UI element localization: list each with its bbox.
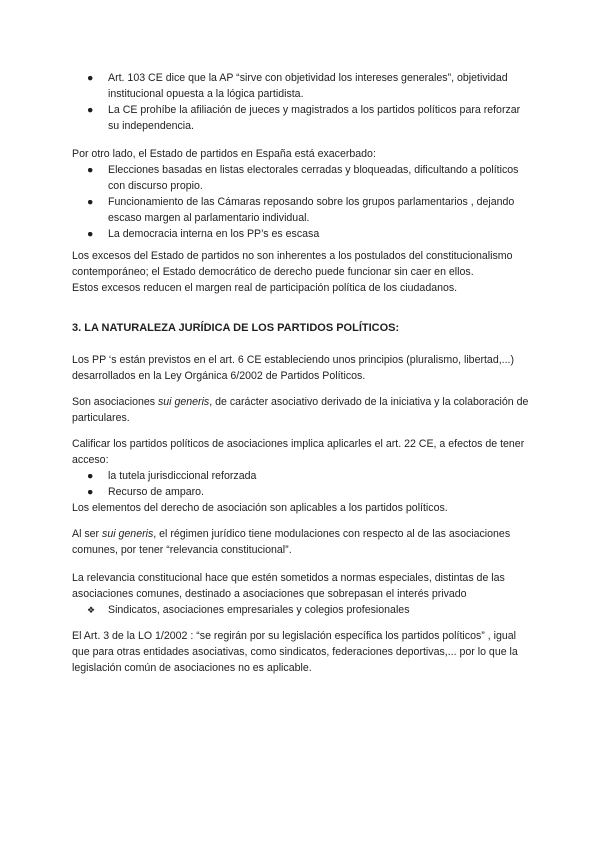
- bullet-dot-icon: ●: [87, 470, 94, 482]
- list-item: ● Recurso de amparo.: [87, 486, 204, 498]
- list-item: ● Art. 103 CE dice que la AP “sirve con objetividad los intereses generales”, objetividad institucional opuesta a la lógica partidista.: [87, 72, 508, 100]
- bullet-list-exacerbado: [72, 162, 532, 242]
- list-item: ● La CE prohíbe la afiliación de jueces y magistrados a los partidos políticos para reforzar su independencia.: [87, 104, 521, 132]
- paragraph-exacerbado: Por otro lado, el Estado de partidos en España está exacerbado: ● Elecciones basadas en listas electorales cerradas y bloqueadas, dificultando a políticos con discurso propio. ● Funcionamiento de las Cámaras reposando sobre los grupos parlamentarios , dejando escaso margen al parlamentario individual. ● La democracia interna en los PP’s es escasa: [72, 146, 532, 242]
- list-item: ● Funcionamiento de las Cámaras reposando sobre los grupos parlamentarios , dejando escaso margen al parlamentario individual.: [87, 196, 515, 224]
- list-item: ❖ Sindicatos, asociaciones empresariales y colegios profesionales: [87, 604, 410, 616]
- bullet-dot-icon: ●: [87, 104, 94, 116]
- paragraph-lo: El Art. 3 de la LO 1/2002 : “se regirán por su legislación específica los partidos políticos” , igual que para otras entidades asociativas, como sindicatos, federaciones deportivas,... por lo que la legislación común de asociaciones no es aplicable.: [72, 630, 518, 674]
- bullet-dot-icon: ●: [87, 196, 94, 208]
- bullet-dot-icon: ●: [87, 486, 94, 498]
- paragraph-calificar: Calificar los partidos políticos de asociaciones implica aplicarles el art. 22 CE, a efectos de tener acceso: ● la tutela jurisdiccional reforzada ● Recurso de amparo. Los elementos del derecho de asociación son aplicables a los partidos políticos.: [72, 436, 532, 516]
- list-item: ● La democracia interna en los PP’s es escasa: [87, 228, 320, 240]
- bullet-dot-icon: ●: [87, 228, 94, 240]
- bullet-dot-icon: ●: [87, 164, 94, 176]
- paragraph-relevancia: La relevancia constitucional hace que estén sometidos a normas especiales, distintas de las asociaciones comunes, destinado a asociaciones que sobrepasan el interés privado ❖ Sindicatos, asociaciones empresariales y colegios profesionales: [72, 570, 532, 618]
- paragraph-excesos: Los excesos del Estado de partidos no son inherentes a los postulados del constitucionalismo contemporáneo; el Estado democrático de derecho puede funcionar sin caer en ellos. Estos excesos reducen el margen real de participación política de los ciudadanos.: [72, 250, 513, 294]
- bullet-list-acceso: [72, 468, 532, 500]
- paragraph-pp: Los PP ‘s están previstos en el art. 6 CE estableciendo unos principios (pluralismo, libertad,...) desarrollados en la Ley Orgánica 6/2002 de Partidos Políticos.: [72, 354, 515, 382]
- diamond-list: [72, 602, 532, 618]
- paragraph-sui-generis: Son asociaciones sui generis, de carácter asociativo derivado de la iniciativa y la colaboración de particulares.: [72, 396, 529, 424]
- diamond-bullet-icon: ❖: [87, 605, 96, 615]
- paragraph-al-ser: Al ser sui generis, el régimen jurídico tiene modulaciones con respecto al de las asociaciones comunes, por tener “relevancia constitucional”.: [72, 528, 511, 556]
- list-item: ● Elecciones basadas en listas electorales cerradas y bloqueadas, dificultando a políticos con discurso propio.: [87, 164, 519, 192]
- bullet-dot-icon: ●: [87, 72, 94, 84]
- section-heading: 3. LA NATURALEZA JURÍDICA DE LOS PARTIDOS POLÍTICOS:: [72, 322, 400, 334]
- bullet-list-top: [72, 70, 532, 134]
- list-item: ● la tutela jurisdiccional reforzada: [87, 470, 257, 482]
